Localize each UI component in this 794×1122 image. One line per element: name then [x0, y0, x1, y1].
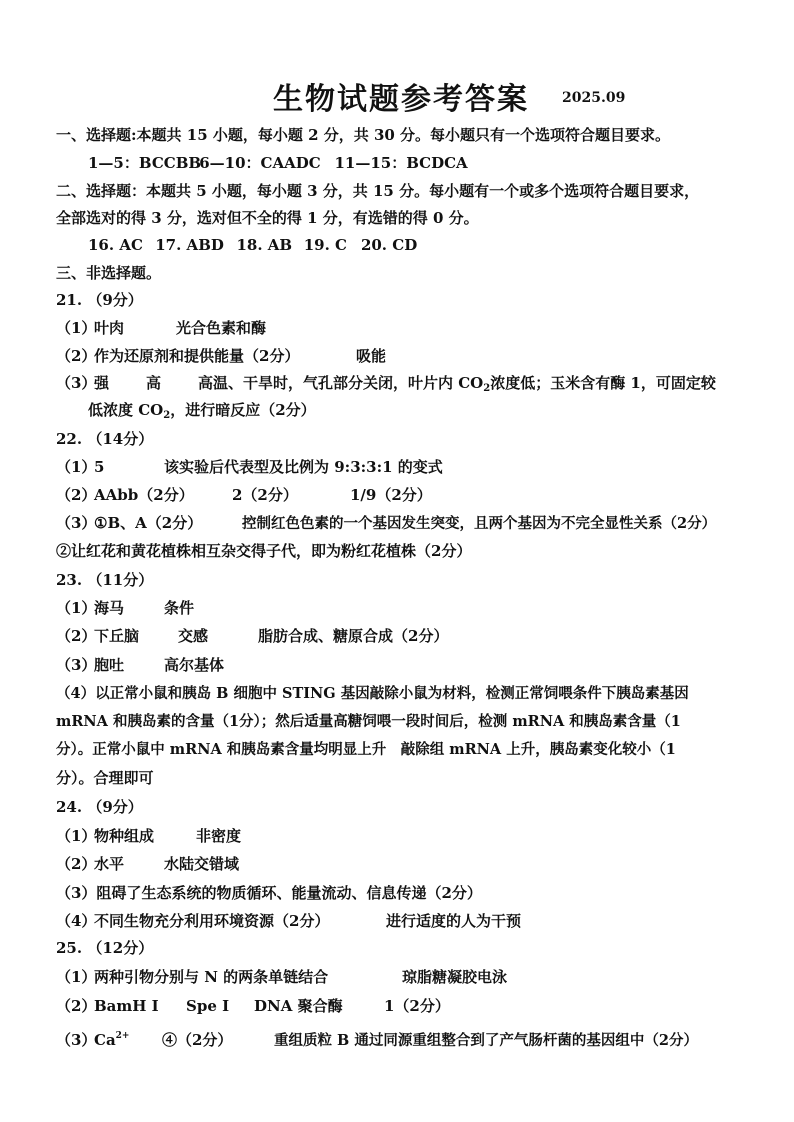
q25-part2 — [56, 995, 776, 1017]
answer-text: 1（2分） — [384, 997, 450, 1015]
subscript: 2 — [163, 410, 171, 421]
answer-text: 控制红色色素的一个基因发生突变，且两个基因为不完全显性关系（2分） — [242, 515, 717, 532]
q24-part3: （3）阻碍了生态系统的物质循环、能量流动、信息传递（2分） — [56, 884, 482, 902]
part-number: （1） — [56, 968, 97, 986]
q23-part2 — [56, 625, 776, 647]
answer-text: Ca — [94, 1031, 116, 1049]
q22-part3 — [56, 512, 776, 535]
answer-text: 物种组成 — [94, 827, 155, 845]
answer-text: 吸能 — [356, 347, 387, 365]
superscript: 2+ — [115, 1031, 130, 1041]
q21-part3-continued — [88, 399, 794, 427]
answer-16: 16. AC — [88, 236, 143, 254]
part-number: （2） — [56, 627, 97, 645]
answer-text: ①B、A（2分） — [94, 514, 203, 532]
answer-17: 17. ABD — [155, 236, 224, 254]
q22-heading: 22. （14分） — [56, 430, 154, 448]
answer-text: 强 — [94, 374, 110, 392]
answer-text: 叶肉 — [94, 319, 125, 337]
answer-text: 水陆交错域 — [164, 855, 240, 873]
q21-part2 — [56, 345, 776, 367]
answer-text: 交感 — [178, 627, 209, 645]
answers-1-5: 1—5：BCCBB — [88, 154, 202, 172]
answer-20: 20. CD — [360, 236, 418, 254]
part-number: （1） — [56, 827, 97, 845]
answers-6-10: 6—10：CAADC — [199, 154, 321, 172]
title-block — [0, 80, 794, 120]
q23-part3 — [56, 654, 776, 676]
q24-part4 — [56, 910, 776, 932]
section2-answers — [88, 234, 794, 256]
answer-text: AAbb（2分） — [94, 486, 194, 504]
part-number: （2） — [56, 997, 97, 1015]
date-label: 2025.09 — [562, 90, 626, 106]
q21-part3 — [56, 372, 776, 400]
answer-text: 不同生物充分利用环境资源（2分） — [94, 912, 330, 930]
part-number: （3） — [56, 374, 97, 392]
part-number: （4） — [56, 912, 97, 930]
section1-answers — [88, 152, 794, 174]
q23-part4-line1: （4）以正常小鼠和胰岛 B 细胞中 STING 基因敲除小鼠为材料，检测正常饲喂条件下胰岛素基因 — [56, 685, 689, 702]
answer-text: DNA 聚合酶 — [254, 997, 343, 1015]
answer-text: 水平 — [94, 855, 125, 873]
answer-text: 条件 — [164, 599, 195, 617]
q23-part4-line4: 分）。合理即可 — [56, 769, 154, 787]
answer-text: 脂肪合成、糖原合成（2分） — [258, 627, 449, 645]
part-number: （2） — [56, 855, 97, 873]
answer-text: ④（2分） — [162, 1031, 233, 1049]
answer-text: 琼脂糖凝胶电泳 — [402, 968, 508, 986]
q25-part1 — [56, 966, 776, 988]
part-number: （1） — [56, 599, 97, 617]
part-number: （2） — [56, 486, 97, 504]
q24-part1 — [56, 825, 776, 847]
answer-text: 2（2分） — [232, 486, 298, 504]
section3-heading: 三、非选择题。 — [56, 264, 162, 282]
part-number: （1） — [56, 319, 97, 337]
answers-11-15: 11—15：BCDCA — [334, 154, 468, 172]
answer-19: 19. C — [303, 236, 347, 254]
answer-text: BamH I — [94, 997, 159, 1015]
q21-heading: 21. （9分） — [56, 291, 143, 309]
q24-heading: 24. （9分） — [56, 798, 143, 816]
part-number: （3） — [56, 656, 97, 674]
section2-heading-line1: 二、选择题：本题共 5 小题，每小题 3 分，共 15 分。每小题有一个或多个选项符合题目要求， — [56, 182, 700, 200]
part-number: （3） — [56, 1031, 97, 1049]
part-number: （3） — [56, 514, 97, 532]
answer-text: 光合色素和酶 — [176, 319, 267, 337]
subscript: 2 — [483, 383, 491, 394]
part-number: （1） — [56, 458, 97, 476]
answer-text: 非密度 — [196, 827, 242, 845]
answer-text: 低浓度 CO — [88, 401, 164, 419]
answer-text: 重组质粒 B 通过同源重组整合到了产气肠杆菌的基因组中（2分） — [274, 1032, 698, 1049]
q25-heading: 25. （12分） — [56, 939, 154, 957]
part-number: （2） — [56, 347, 97, 365]
q22-part4: ②让红花和黄花植株相互杂交得子代，即为粉红花植株（2分） — [56, 542, 472, 560]
answer-text: 作为还原剂和提供能量（2分） — [94, 347, 300, 365]
answer-text: 该实验后代表型及比例为 9:3:3:1 的变式 — [164, 458, 443, 476]
q25-part3 — [56, 1025, 776, 1052]
answer-text: 下丘脑 — [94, 627, 140, 645]
q21-part1 — [56, 317, 776, 339]
answer-text: 高温、干旱时，气孔部分关闭，叶片内 CO — [198, 374, 484, 392]
answer-text: Spe I — [186, 997, 230, 1015]
q24-part2 — [56, 853, 776, 875]
answer-text: 进行适度的人为干预 — [386, 912, 522, 930]
q23-heading: 23. （11分） — [56, 571, 154, 589]
section2-heading-line2: 全部选对的得 3 分，选对但不全的得 1 分，有选错的得 0 分。 — [56, 209, 479, 227]
q23-part4-line3: 分）。正常小鼠中 mRNA 和胰岛素含量均明显上升 敲除组 mRNA 上升，胰岛素变化较小（1 — [56, 741, 676, 758]
answer-text: 1/9（2分） — [350, 486, 432, 504]
answer-text: 5 — [94, 458, 105, 476]
page-title: 生物试题参考答案 — [273, 82, 529, 117]
answer-text: 海马 — [94, 599, 125, 617]
answer-text: 高 — [146, 374, 162, 392]
answer-text: 高尔基体 — [164, 656, 225, 674]
q23-part4-line2: mRNA 和胰岛素的含量（1分）；然后适量高糖饲喂一段时间后，检测 mRNA 和胰岛素含量（1 — [56, 713, 681, 730]
answer-text: 浓度低；玉米含有酶 1，可固定较 — [490, 374, 716, 392]
section1-heading: 一、选择题:本题共 15 小题，每小题 2 分，共 30 分。每小题只有一个选项符合题目要求。 — [56, 126, 671, 144]
q22-part2 — [56, 484, 776, 506]
answer-text: 胞吐 — [94, 656, 125, 674]
q23-part1 — [56, 597, 776, 619]
answer-text: ，进行暗反应（2分） — [170, 401, 316, 419]
answer-text: 两种引物分别与 N 的两条单链结合 — [94, 968, 329, 986]
q22-part1 — [56, 456, 776, 478]
answer-18: 18. AB — [236, 236, 293, 254]
